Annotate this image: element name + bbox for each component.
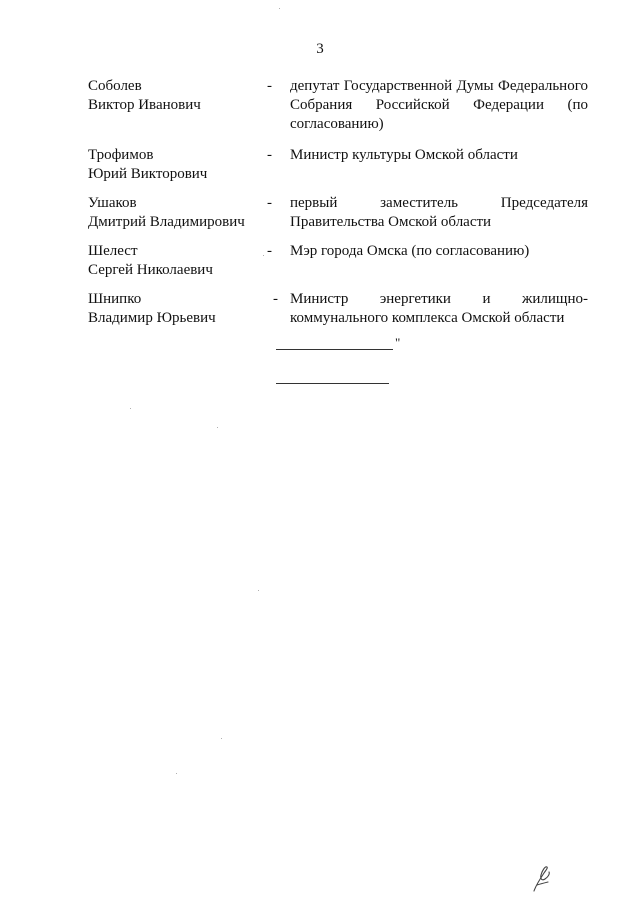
member-entry xyxy=(88,77,588,134)
member-entry xyxy=(88,146,588,184)
member-dash: - xyxy=(267,243,272,259)
member-name xyxy=(88,242,263,280)
closing-quote-line xyxy=(276,335,406,351)
member-position: Мэр города Омска (по согласованию) xyxy=(290,243,530,259)
page-number: 3 xyxy=(316,41,324,57)
member-surname: Ушаков xyxy=(88,195,137,211)
member-dash: - xyxy=(273,291,278,307)
closing-quote-mark: " xyxy=(395,335,401,350)
member-roster xyxy=(88,77,588,328)
member-position: первый заместитель Председателя Правительства Омской области xyxy=(290,195,588,230)
member-given-names: Дмитрий Владимирович xyxy=(88,214,245,230)
member-given-names: Юрий Викторович xyxy=(88,166,208,182)
member-entry xyxy=(88,242,588,280)
member-position: Министр энергетики и жилищно-коммунального комплекса Омской области xyxy=(290,291,588,326)
member-name xyxy=(88,146,263,184)
initials-signature-icon xyxy=(530,865,554,893)
member-given-names: Владимир Юрьевич xyxy=(88,310,216,326)
member-surname: Шнипко xyxy=(88,291,142,307)
member-entry xyxy=(88,194,588,232)
scan-artifact xyxy=(176,773,177,774)
scan-artifact xyxy=(258,590,259,591)
member-position: депутат Государственной Думы Федерального Собрания Российской Федерации (по согласованию) xyxy=(290,78,588,132)
member-name xyxy=(88,290,263,328)
scan-artifact xyxy=(217,427,218,428)
closing-underline xyxy=(276,349,393,350)
member-dash: - xyxy=(267,78,272,94)
scan-artifact xyxy=(263,255,264,256)
member-surname: Трофимов xyxy=(88,147,154,163)
member-position: Министр культуры Омской области xyxy=(290,147,518,163)
end-of-document-rule xyxy=(276,383,389,384)
scan-artifact xyxy=(279,8,280,9)
member-surname: Шелест xyxy=(88,243,138,259)
member-surname: Соболев xyxy=(88,78,142,94)
member-dash: - xyxy=(267,147,272,163)
member-name xyxy=(88,77,263,115)
member-given-names: Сергей Николаевич xyxy=(88,262,213,278)
scan-artifact xyxy=(130,408,131,409)
member-entry xyxy=(88,290,588,328)
member-given-names: Виктор Иванович xyxy=(88,97,201,113)
member-name xyxy=(88,194,263,232)
member-dash: - xyxy=(267,195,272,211)
scan-artifact xyxy=(221,738,222,739)
